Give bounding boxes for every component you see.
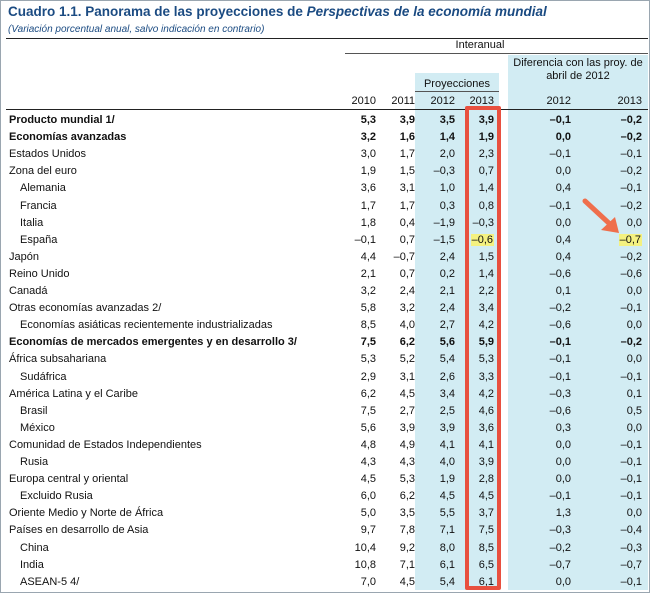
table-cell xyxy=(602,233,642,247)
table-cell: –0,1 xyxy=(549,148,571,160)
interanual-header: Interanual xyxy=(455,39,505,51)
table-cell: –0,6 xyxy=(620,268,642,280)
table-cell: 2,4 xyxy=(439,251,455,263)
table-cell: 5,9 xyxy=(478,336,494,348)
row-label: Alemania xyxy=(20,182,66,194)
table-cell: 0,4 xyxy=(555,251,571,263)
table-cell: 10,4 xyxy=(354,542,376,554)
table-cell: 1,4 xyxy=(439,131,455,143)
row-label: Rusia xyxy=(20,456,49,468)
year-header: 2012 xyxy=(430,95,455,107)
table-cell: 5,3 xyxy=(360,353,376,365)
table-cell: 3,2 xyxy=(360,285,376,297)
table-cell: 2,7 xyxy=(399,405,415,417)
column-2013-highlight xyxy=(465,106,501,590)
table-cell: –0,4 xyxy=(620,524,642,536)
row-label: Comunidad de Estados Independientes xyxy=(9,439,202,451)
table-cell: 2,0 xyxy=(439,148,455,160)
table-cell: –0,1 xyxy=(549,114,571,126)
table-cell: –0,1 xyxy=(620,473,642,485)
table-cell: 0,7 xyxy=(478,165,494,177)
table-cell: 5,3 xyxy=(399,473,415,485)
table-cell: 0,0 xyxy=(555,131,571,143)
table-cell: 5,6 xyxy=(439,336,455,348)
table-cell: 4,5 xyxy=(360,473,376,485)
table-cell: 0,3 xyxy=(555,422,571,434)
row-label: Francia xyxy=(20,200,57,212)
table-cell: –0,7 xyxy=(549,559,571,571)
row-label: Otras economías avanzadas 2/ xyxy=(9,302,162,314)
year-header: 2013 xyxy=(469,95,494,107)
table-cell: –0,1 xyxy=(620,148,642,160)
table-cell: –0,3 xyxy=(620,542,642,554)
table-cell: 2,1 xyxy=(439,285,455,297)
table-cell: 3,3 xyxy=(478,371,494,383)
table-cell: 0,2 xyxy=(439,268,455,280)
table-cell: –0,2 xyxy=(620,251,642,263)
table-cell: –0,1 xyxy=(620,439,642,451)
table-cell: 8,5 xyxy=(360,319,376,331)
table-cell: 0,0 xyxy=(626,217,642,229)
table-cell: –0,2 xyxy=(620,114,642,126)
year-header: 2010 xyxy=(351,95,376,107)
table-cell: 4,3 xyxy=(360,456,376,468)
table-cell: 4,8 xyxy=(360,439,376,451)
row-label: Japón xyxy=(9,251,39,263)
table-cell: –0,1 xyxy=(620,490,642,502)
table-title: Cuadro 1.1. Panorama de las proyecciones de Perspectivas de la economía mundial xyxy=(8,4,547,19)
row-label: Zona del euro xyxy=(9,165,77,177)
table-subtitle: (Variación porcentual anual, salvo indicación en contrario) xyxy=(8,24,265,35)
table-cell: 9,2 xyxy=(399,542,415,554)
row-label: ASEAN-5 4/ xyxy=(20,576,80,588)
table-cell: 3,1 xyxy=(399,182,415,194)
table-cell: 2,8 xyxy=(478,473,494,485)
table-cell: 0,4 xyxy=(399,217,415,229)
table-cell: –0,3 xyxy=(472,217,494,229)
table-cell: 0,4 xyxy=(555,234,571,246)
table-cell: 5,3 xyxy=(478,353,494,365)
table-cell: 1,5 xyxy=(399,165,415,177)
table-cell: 5,8 xyxy=(360,302,376,314)
table-cell: 3,1 xyxy=(399,371,415,383)
table-cell: 3,2 xyxy=(399,302,415,314)
table-cell: 4,6 xyxy=(478,405,494,417)
table-cell: 8,0 xyxy=(439,542,455,554)
table-cell: –0,1 xyxy=(549,353,571,365)
table-cell: 0,0 xyxy=(555,456,571,468)
table-cell: 3,4 xyxy=(478,302,494,314)
row-label: América Latina y el Caribe xyxy=(9,388,139,400)
table-cell: –1,9 xyxy=(433,217,455,229)
table-cell: –0,1 xyxy=(549,336,571,348)
table-cell: –0,1 xyxy=(549,200,571,212)
table-cell: 3,9 xyxy=(478,114,494,126)
table-cell: –0,3 xyxy=(549,524,571,536)
table-cell: 7,1 xyxy=(439,524,455,536)
row-label: Estados Unidos xyxy=(9,148,87,160)
table-cell: 4,4 xyxy=(360,251,376,263)
table-cell: 1,9 xyxy=(360,165,376,177)
table-cell: 7,1 xyxy=(399,559,415,571)
table-cell: 2,4 xyxy=(439,302,455,314)
table-cell: –0,2 xyxy=(620,200,642,212)
table-cell: 0,1 xyxy=(626,388,642,400)
table-cell: 1,7 xyxy=(360,200,376,212)
table-cell: 5,4 xyxy=(439,576,455,588)
table-cell: –0,1 xyxy=(620,302,642,314)
table-cell: 4,5 xyxy=(399,576,415,588)
table-cell: –0,1 xyxy=(620,182,642,194)
table-cell: 3,9 xyxy=(399,422,415,434)
table-cell: 0,0 xyxy=(626,507,642,519)
table-cell: 1,7 xyxy=(399,148,415,160)
table-cell: 2,6 xyxy=(439,371,455,383)
row-label: Economías de mercados emergentes y en desarrollo 3/ xyxy=(9,336,297,348)
table-cell: 3,5 xyxy=(439,114,455,126)
table-cell: –0,1 xyxy=(620,456,642,468)
table-cell: –1,5 xyxy=(433,234,455,246)
arrow-icon xyxy=(582,198,622,234)
table-cell: 0,0 xyxy=(626,319,642,331)
table-cell: 1,8 xyxy=(360,217,376,229)
row-label: Reino Unido xyxy=(9,268,70,280)
table-cell: –0,1 xyxy=(549,371,571,383)
table-cell: 4,2 xyxy=(478,388,494,400)
table-cell: –0,3 xyxy=(433,165,455,177)
table-cell: –0,6 xyxy=(549,405,571,417)
table-cell: 4,0 xyxy=(439,456,455,468)
table-cell: 5,5 xyxy=(439,507,455,519)
table-cell: 10,8 xyxy=(354,559,376,571)
table-cell: –0,1 xyxy=(549,490,571,502)
table-cell: –0,2 xyxy=(549,302,571,314)
table-cell: 7,8 xyxy=(399,524,415,536)
table-cell: 0,3 xyxy=(439,200,455,212)
table-cell: 7,5 xyxy=(360,336,376,348)
table-cell: 4,5 xyxy=(399,388,415,400)
table-cell: 3,0 xyxy=(360,148,376,160)
table-cell: –0,2 xyxy=(549,542,571,554)
table-cell: 0,0 xyxy=(626,422,642,434)
table-cell: 7,5 xyxy=(360,405,376,417)
table-cell: 3,9 xyxy=(478,456,494,468)
table-cell: 5,4 xyxy=(439,353,455,365)
projections-rule xyxy=(415,91,499,92)
table-cell: 4,0 xyxy=(399,319,415,331)
row-label: China xyxy=(20,542,49,554)
table-cell: –0,7 xyxy=(620,559,642,571)
row-label: España xyxy=(20,234,58,246)
row-label: África subsahariana xyxy=(9,353,107,365)
table-cell: 0,1 xyxy=(555,285,571,297)
table-cell: 1,4 xyxy=(478,182,494,194)
table-cell: 5,6 xyxy=(360,422,376,434)
table-cell: –0,6 xyxy=(549,319,571,331)
table-cell: 5,3 xyxy=(360,114,376,126)
year-header: 2013 xyxy=(617,95,642,107)
table-cell: 1,9 xyxy=(439,473,455,485)
table-cell: 0,0 xyxy=(555,439,571,451)
row-label: Sudáfrica xyxy=(20,371,67,383)
row-label: Producto mundial 1/ xyxy=(9,114,115,126)
table-cell: –0,1 xyxy=(620,371,642,383)
table-cell: –0,2 xyxy=(620,336,642,348)
row-label: India xyxy=(20,559,44,571)
table-cell: 3,6 xyxy=(360,182,376,194)
table-cell: 1,5 xyxy=(478,251,494,263)
table-cell: 3,9 xyxy=(399,114,415,126)
table-cell: 0,0 xyxy=(555,576,571,588)
table-cell: 1,4 xyxy=(478,268,494,280)
projections-header: Proyecciones xyxy=(423,78,491,90)
table-cell: –0,6 xyxy=(549,268,571,280)
table-cell: 1,7 xyxy=(399,200,415,212)
table-cell: 5,2 xyxy=(399,353,415,365)
table-cell: 6,2 xyxy=(399,490,415,502)
header-bottom-rule xyxy=(6,109,648,110)
table-cell: 1,0 xyxy=(439,182,455,194)
table-cell: 3,5 xyxy=(399,507,415,519)
table-cell: 6,0 xyxy=(360,490,376,502)
table-cell: 0,7 xyxy=(399,268,415,280)
table-cell: 4,5 xyxy=(478,490,494,502)
row-label: Excluido Rusia xyxy=(20,490,93,502)
row-label: Economías avanzadas xyxy=(9,131,127,143)
table-cell: 0,0 xyxy=(626,285,642,297)
table-cell: 3,2 xyxy=(360,131,376,143)
table-cell: 6,2 xyxy=(399,336,415,348)
year-header: 2012 xyxy=(546,95,571,107)
table-cell: 4,9 xyxy=(399,439,415,451)
table-cell: 4,2 xyxy=(478,319,494,331)
table-cell: 2,3 xyxy=(478,148,494,160)
row-label: Economías asiáticas recientemente industrializadas xyxy=(20,319,273,331)
table-cell: 0,0 xyxy=(555,165,571,177)
highlighted-value: –0,7 xyxy=(619,234,641,246)
table-cell: 1,9 xyxy=(478,131,494,143)
table-cell: 0,0 xyxy=(555,217,571,229)
table-cell: 2,7 xyxy=(439,319,455,331)
table-cell: –0,3 xyxy=(549,388,571,400)
table-cell: –0,2 xyxy=(620,165,642,177)
table-cell: 0,8 xyxy=(478,200,494,212)
row-label: Italia xyxy=(20,217,44,229)
table-cell: –0,7 xyxy=(393,251,415,263)
table-cell: 4,1 xyxy=(439,439,455,451)
table-cell: 9,7 xyxy=(360,524,376,536)
row-label: México xyxy=(20,422,55,434)
table-cell: 0,7 xyxy=(399,234,415,246)
table-cell: 3,7 xyxy=(478,507,494,519)
table-cell: 4,1 xyxy=(478,439,494,451)
table-cell: 1,6 xyxy=(399,131,415,143)
table-cell: 4,5 xyxy=(439,490,455,502)
table-cell: 0,5 xyxy=(626,405,642,417)
table-cell: 4,3 xyxy=(399,456,415,468)
table-cell: 2,4 xyxy=(399,285,415,297)
table-cell: 2,9 xyxy=(360,371,376,383)
table-cell: –0,1 xyxy=(620,576,642,588)
table-cell: 3,9 xyxy=(439,422,455,434)
table-cell: 7,5 xyxy=(478,524,494,536)
table-cell: 6,1 xyxy=(478,576,494,588)
table-cell: 1,3 xyxy=(555,507,571,519)
table-cell: 2,1 xyxy=(360,268,376,280)
table-cell: 2,5 xyxy=(439,405,455,417)
top-rule xyxy=(6,38,648,39)
row-label: Oriente Medio y Norte de África xyxy=(9,507,164,519)
table-cell: 6,5 xyxy=(478,559,494,571)
table-cell: 0,0 xyxy=(626,353,642,365)
interanual-rule xyxy=(345,53,648,54)
table-cell: 7,0 xyxy=(360,576,376,588)
row-label: Europa central y oriental xyxy=(9,473,129,485)
year-header: 2011 xyxy=(391,95,415,107)
table-cell: 3,4 xyxy=(439,388,455,400)
table-cell: 0,4 xyxy=(555,182,571,194)
table-cell: 5,0 xyxy=(360,507,376,519)
table-cell: 6,1 xyxy=(439,559,455,571)
table-cell: 3,6 xyxy=(478,422,494,434)
table-cell: 6,2 xyxy=(360,388,376,400)
highlighted-value: –0,6 xyxy=(471,234,493,246)
row-label: Canadá xyxy=(9,285,48,297)
table-cell: 0,0 xyxy=(555,473,571,485)
table-cell: 2,2 xyxy=(478,285,494,297)
table-cell: –0,1 xyxy=(354,234,376,246)
table-cell: 8,5 xyxy=(478,542,494,554)
row-label: Brasil xyxy=(20,405,48,417)
row-label: Países en desarrollo de Asia xyxy=(9,524,149,536)
table-cell: –0,2 xyxy=(620,131,642,143)
difference-header: Diferencia con las proy. de abril de 2012 xyxy=(513,57,643,82)
